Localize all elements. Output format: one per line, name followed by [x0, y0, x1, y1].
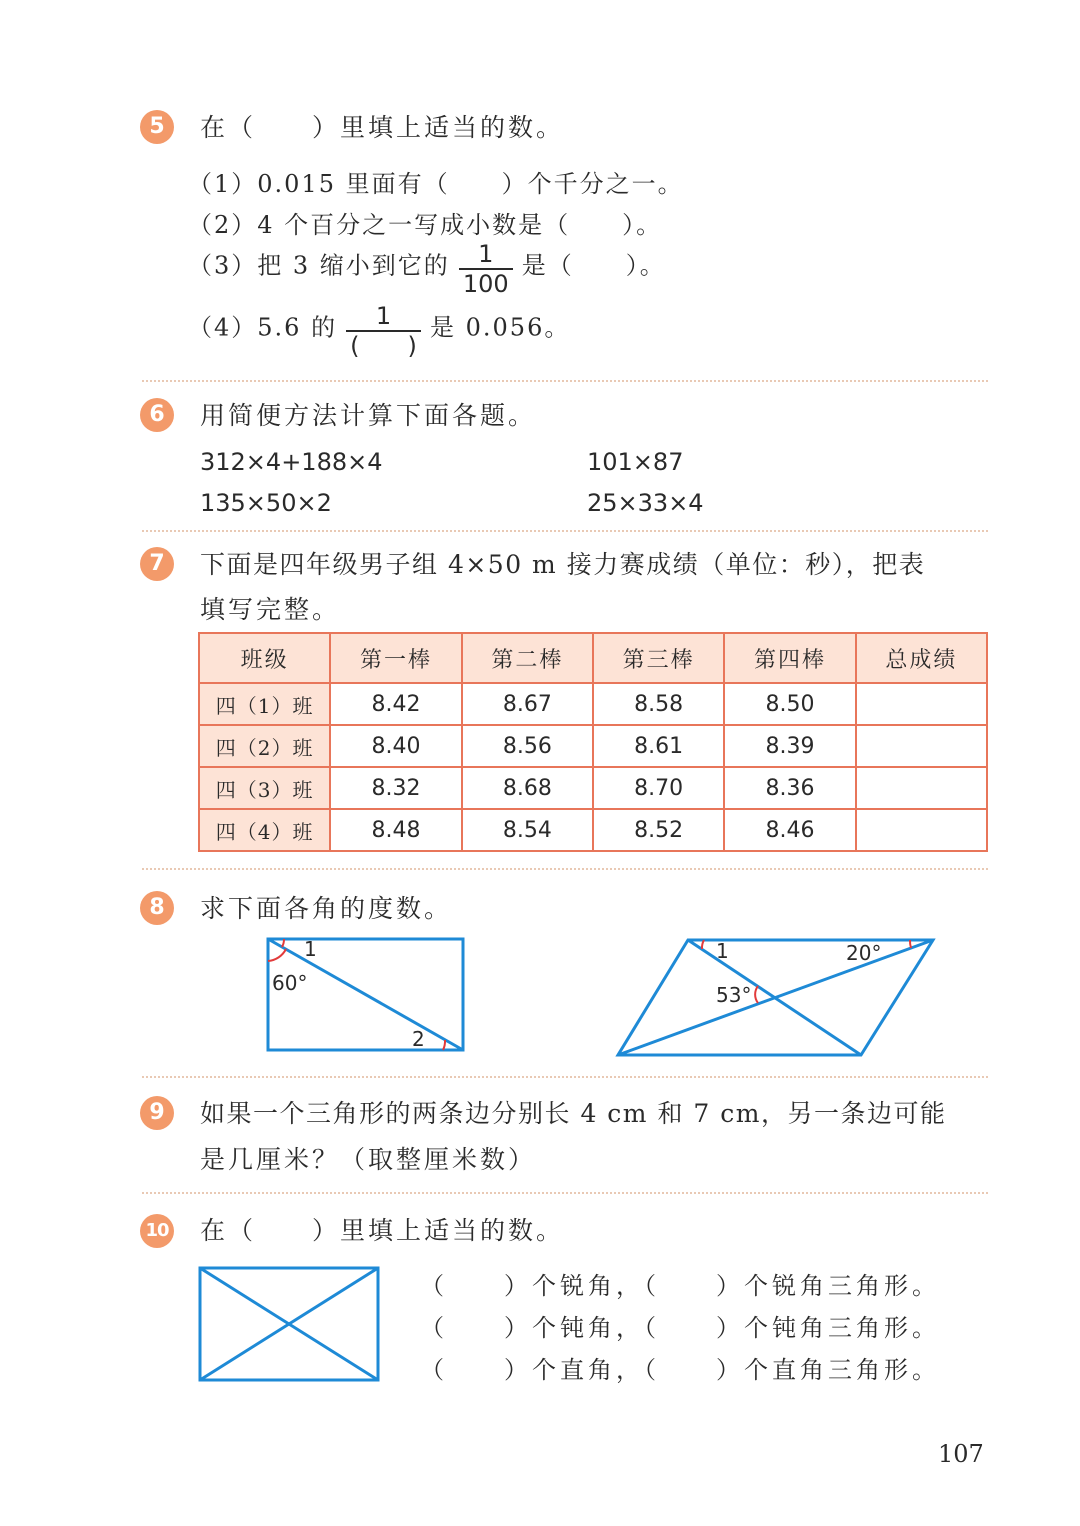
q5-item-3-tail: 是（ ）。	[521, 251, 666, 280]
fraction-numerator: 1	[346, 302, 421, 332]
separator	[142, 1076, 988, 1078]
fraction-denominator: 100	[462, 270, 509, 298]
angle-label-53: 53°	[716, 983, 752, 1007]
table-cell: 8.39	[724, 725, 855, 767]
table-header-cell: 第二棒	[462, 633, 593, 683]
separator	[142, 530, 988, 532]
q5-item-4-text: （4）5.6 的	[188, 313, 338, 342]
table-cell: 8.50	[724, 683, 855, 725]
table-header-cell: 班级	[199, 633, 330, 683]
option-acute: （ ）个锐角，（ ）个锐角三角形。	[420, 1272, 940, 1300]
question-9-line-1: 如果一个三角形的两条边分别长 4 cm 和 7 cm，另一条边可能	[200, 1099, 947, 1128]
table-cell: 8.32	[330, 767, 461, 809]
table-row-class: 四（1）班	[199, 683, 330, 725]
question-6-title: 用简便方法计算下面各题。	[200, 401, 537, 430]
table-header-cell: 第三棒	[593, 633, 724, 683]
rectangle-diagonal-figure	[262, 934, 472, 1058]
angle-arc-2	[443, 1040, 445, 1050]
q6-expr-2: 101×87	[587, 448, 684, 476]
angle-arc-53	[755, 986, 758, 1003]
question-9-badge: 9	[140, 1096, 174, 1130]
q5-item-4-fraction	[346, 302, 421, 360]
table-cell: 8.46	[724, 809, 855, 851]
angle-label-1: 1	[716, 939, 729, 963]
angle-label-60: 60°	[272, 971, 308, 995]
table-cell: 8.48	[330, 809, 461, 851]
question-9-line-2: 是几厘米？（取整厘米数）	[200, 1145, 537, 1174]
fraction-denominator: ( )	[350, 332, 417, 360]
question-7-title-line-1: 下面是四年级男子组 4×50 m 接力赛成绩（单位：秒），把表	[200, 550, 926, 579]
table-header-cell: 总成绩	[856, 633, 987, 683]
q6-expr-3: 135×50×2	[200, 489, 332, 517]
option-obtuse: （ ）个钝角，（ ）个钝角三角形。	[420, 1314, 940, 1342]
question-10-badge: 10	[140, 1214, 174, 1248]
table-cell: 8.68	[462, 767, 593, 809]
separator	[142, 868, 988, 870]
table-cell: 8.67	[462, 683, 593, 725]
option-right: （ ）个直角，（ ）个直角三角形。	[420, 1356, 940, 1384]
total-answer-cell[interactable]	[856, 683, 987, 725]
total-answer-cell[interactable]	[856, 767, 987, 809]
q5-item-3-fraction	[459, 240, 513, 298]
relay-score-table	[198, 632, 988, 852]
rectangle-crossed-figure	[196, 1264, 382, 1384]
q5-item-1: （1）0.015 里面有（ ）个千分之一。	[188, 170, 684, 198]
question-8-title: 求下面各角的度数。	[200, 894, 453, 923]
question-6-badge: 6	[140, 398, 174, 432]
total-answer-cell[interactable]	[856, 809, 987, 851]
question-8-badge: 8	[140, 891, 174, 925]
page-number: 107	[938, 1440, 984, 1468]
angle-arc-60	[268, 949, 286, 961]
table-cell: 8.61	[593, 725, 724, 767]
question-5-title: 在（ ）里填上适当的数。	[200, 113, 565, 142]
table-cell: 8.40	[330, 725, 461, 767]
table-cell: 8.54	[462, 809, 593, 851]
total-answer-cell[interactable]	[856, 725, 987, 767]
table-row-class: 四（4）班	[199, 809, 330, 851]
q6-expr-4: 25×33×4	[587, 489, 704, 517]
angle-arc-20	[910, 940, 911, 948]
separator	[142, 380, 988, 382]
fraction-numerator: 1	[459, 240, 513, 270]
table-header-cell: 第一棒	[330, 633, 461, 683]
question-7-badge: 7	[140, 547, 174, 581]
q6-expr-1: 312×4+188×4	[200, 448, 383, 476]
table-header-row	[199, 633, 987, 683]
table-header-cell: 第四棒	[724, 633, 855, 683]
q5-item-2: （2）4 个百分之一写成小数是（ ）。	[188, 211, 663, 239]
table-row	[199, 809, 987, 851]
table-row-class: 四（2）班	[199, 725, 330, 767]
table-cell: 8.56	[462, 725, 593, 767]
table-row	[199, 767, 987, 809]
question-10-title: 在（ ）里填上适当的数。	[200, 1216, 565, 1245]
question-5-badge: 5	[140, 110, 174, 144]
table-cell: 8.52	[593, 809, 724, 851]
table-cell: 8.36	[724, 767, 855, 809]
table-row	[199, 725, 987, 767]
table-row-class: 四（3）班	[199, 767, 330, 809]
table-cell: 8.42	[330, 683, 461, 725]
q5-item-4	[188, 302, 570, 360]
angle-label-20: 20°	[846, 941, 882, 965]
table-cell: 8.58	[593, 683, 724, 725]
table-row	[199, 683, 987, 725]
angle-arc-1	[702, 940, 704, 949]
parallelogram-figure	[612, 934, 942, 1062]
q5-item-4-tail: 是 0.056。	[430, 313, 571, 342]
angle-label-1: 1	[304, 937, 317, 961]
angle-label-2: 2	[412, 1027, 425, 1051]
separator	[142, 1192, 988, 1194]
table-cell: 8.70	[593, 767, 724, 809]
q5-item-3-text: （3）把 3 缩小到它的	[188, 251, 450, 280]
parallelogram-diagonal-2	[618, 940, 933, 1055]
question-7-title-line-2: 填写完整。	[200, 595, 341, 624]
q5-item-3	[188, 240, 666, 298]
